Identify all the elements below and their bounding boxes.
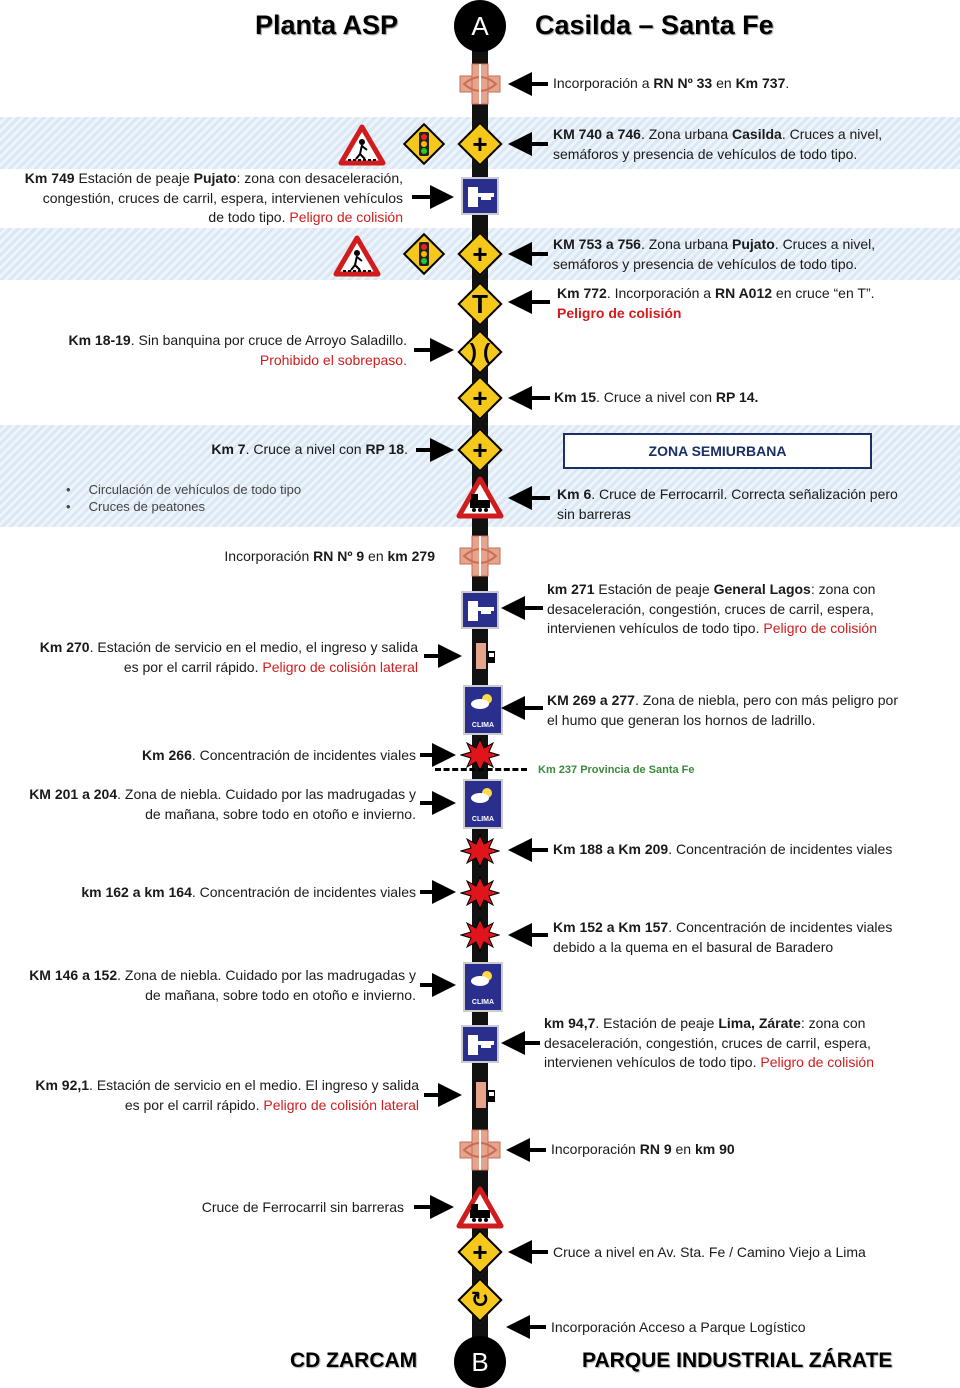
note-text: . Zona urbana [640,236,733,252]
crossing-sign-icon-4: + [458,428,502,472]
note-text: es por el carril rápido. [124,1096,264,1113]
clima-label: CLIMA [471,816,495,823]
note-text: . Estación de servicio en el medio, el ingreso y salida [89,639,418,655]
note-rn9-km279 [150,547,435,567]
note-text: . Sin banquina por cruce de Arroyo Saladillo. [130,332,407,348]
note-text: en [364,548,388,564]
note-text: intervienen vehículos de todo tipo. [544,1054,761,1070]
note-bold: Km 152 a Km 157 [553,919,669,935]
note-text: de mañana, sobre todo en otoño e invierno. [145,805,416,822]
note-bold: RN Nº 33 [653,75,713,91]
bullet-pedestrians: • Cruces de peatones [66,499,205,514]
crossing-sign-icon-5: + [458,1230,502,1274]
note-arroyo-saladillo [10,331,407,370]
note-bold: Pujato [732,236,775,252]
note-km92-service [10,1076,419,1115]
note-bold: General Lagos [713,581,811,597]
note-bold: Km 266 [142,747,192,763]
note-bold: km 162 a km 164 [81,884,192,900]
bullet-text: Cruces de peatones [88,499,205,514]
note-av-sta-fe-crossing [553,1243,866,1263]
danger-label: Prohibido el sobrepaso. [259,351,407,368]
note-text: en cruce “en T”. [772,285,875,301]
note-bold: Km 772 [557,285,607,301]
note-text: semáforos y presencia de vehículos de todo tipo. [553,145,858,162]
note-general-lagos-toll [547,580,877,639]
danger-label: Peligro de colisión [557,304,682,321]
danger-label: Peligro de colisión lateral [263,1096,419,1113]
note-bold: Km 6 [557,486,592,502]
note-text: . Zona de niebla. Cuidado por las madrugadas y [117,967,416,983]
bullet-text: Circulación de vehículos de todo tipo [88,482,302,497]
note-km269-fog [547,691,898,730]
note-km270-service [10,638,418,677]
start-marker: A [454,0,506,52]
note-casilda [553,125,882,164]
note-km266-incidents [60,746,416,766]
note-bold: Km 15 [554,389,597,405]
note-text: Estación de peaje [594,581,714,597]
clima-label: CLIMA [471,722,495,729]
clima-label: CLIMA [471,999,495,1006]
note-bold: km 271 [547,581,595,597]
note-km152-incidents [553,918,892,957]
note-text: de mañana, sobre todo en otoño e invierno. [145,986,416,1003]
end-marker: B [454,1336,506,1388]
danger-label: Peligro de colisión lateral [262,658,418,675]
note-text: . Cruces a nivel, [774,236,876,252]
note-km146-fog [10,966,416,1005]
note-text: Cruce a nivel en Av. Sta. Fe / Camino Viejo a Lima [553,1244,866,1260]
note-text: Incorporación [224,548,314,564]
note-railroad-km6 [557,485,898,524]
danger-label: Peligro de colisión [289,209,403,225]
semiurban-zone-label: ZONA SEMIURBANA [563,433,872,469]
note-text: debido a la quema en el basural de Baradero [553,938,834,955]
crossing-sign-icon: + [458,122,502,166]
origin-city-title: Casilda – Santa Fe [535,10,774,40]
note-rp18 [100,440,408,460]
note-text: . Zona urbana [640,126,733,142]
crossing-sign-icon-2: + [458,232,502,276]
note-text: : zona con desaceleración, [236,170,403,186]
note-text: . [404,441,408,457]
note-text: . [785,75,790,91]
note-text: . Concentración de incidentes viales [191,747,416,763]
note-rp14 [554,388,758,408]
note-bold: Casilda [732,126,782,142]
note-text: . Concentración de incidentes viales [668,919,893,935]
note-text: . Cruces a nivel, [781,126,883,142]
note-text: . Cruce de Ferrocarril. Correcta señalización pero [591,486,898,502]
note-text: Cruce de Ferrocarril sin barreras [201,1199,404,1215]
note-text: . Incorporación a [606,285,715,301]
note-rn9-km90 [551,1140,735,1160]
destination-title: CD ZARCAM [290,1349,418,1372]
note-text: . Estación de peaje [595,1015,719,1031]
note-bold: Km 749 [24,170,75,186]
note-bold: Km 737 [735,75,786,91]
note-text: en [712,75,736,91]
note-text: Estación de peaje [74,170,194,186]
note-bold: Km 7 [211,441,246,457]
note-text: . Cruce a nivel con [596,389,716,405]
danger-label: Peligro de colisión [760,1054,874,1070]
note-text: . Zona de niebla, pero con más peligro por [634,692,898,708]
note-bold: Lima, Zárate [718,1015,801,1031]
note-text: Incorporación Acceso a Parque Logístico [551,1319,806,1335]
note-bold: RN 9 [639,1141,672,1157]
note-bold: . [754,389,759,405]
note-text: intervienen vehículos de todo tipo. [547,620,764,636]
note-text: desaceleración, congestión, cruces de carril, espera, [547,600,874,617]
note-bold: Pujato [193,170,237,186]
note-km201-fog [10,785,416,824]
note-text: sin barreras [557,505,631,522]
province-boundary-label: Km 237 Provincia de Santa Fe [538,764,695,776]
note-lima-zarate-toll [544,1014,874,1073]
crossing-sign-icon-3: + [458,376,502,420]
note-text: Incorporación a [553,75,654,91]
destination-place-title: PARQUE INDUSTRIAL ZÁRATE [582,1349,893,1372]
note-bold: KM 201 a 204 [29,786,118,802]
note-bold: Km 18-19 [68,332,131,348]
note-bold: KM 146 a 152 [29,967,118,983]
note-text: : zona con [800,1015,866,1031]
note-bold: Km 270 [39,639,90,655]
note-text: semáforos y presencia de vehículos de todo tipo. [553,255,858,272]
note-text: : zona con [810,581,876,597]
roundabout-sign-icon: ↻ [458,1278,502,1322]
note-text: . Cruce a nivel con [245,441,366,457]
note-bold: km 94,7 [544,1015,596,1031]
note-text: congestión, cruces de carril, espera, intervienen vehículos [42,189,403,206]
note-bold: Km 188 a Km 209 [553,841,669,857]
note-rn33 [553,74,789,94]
note-parque-logistico [551,1318,806,1338]
note-text: en [671,1141,695,1157]
note-pujato-toll [10,169,403,228]
note-bold: km 90 [694,1141,735,1157]
note-bold: RN Nº 9 [313,548,365,564]
bullet-vehicles: • Circulación de vehículos de todo tipo [66,482,302,497]
note-text: el humo que generan los hornos de ladrillo. [547,711,816,728]
note-rn-a012 [557,284,875,323]
note-text: . Concentración de incidentes viales [668,841,893,857]
note-bold: KM 753 a 756 [553,236,641,252]
note-text: . Zona de niebla. Cuidado por las madrugadas y [117,786,416,802]
narrow-bridge-sign-icon: ) ( [458,330,502,374]
danger-label: Peligro de colisión [763,620,877,636]
t-junction-sign-icon: T [458,282,502,326]
note-pujato-urban [553,235,875,274]
note-km188-incidents [553,840,892,860]
note-railroad-no-barriers [100,1198,404,1218]
note-text: es por el carril rápido. [123,658,263,675]
note-text: de todo tipo. [208,209,290,225]
origin-title: Planta ASP [255,10,399,40]
note-bold: Km 92,1 [35,1077,90,1093]
note-km162-incidents [40,883,416,903]
note-bold: KM 740 a 746 [553,126,641,142]
note-text: . Estación de servicio en el medio. El ingreso y salida [89,1077,419,1093]
note-bold: km 279 [387,548,435,564]
note-text: desaceleración, congestión, cruces de carril, espera, [544,1034,871,1051]
note-text: . Concentración de incidentes viales [191,884,416,900]
note-bold: RP 14 [715,389,755,405]
note-bold: RP 18 [365,441,405,457]
note-bold: RN A012 [714,285,773,301]
note-text: Incorporación [551,1141,640,1157]
note-bold: KM 269 a 277 [547,692,635,708]
